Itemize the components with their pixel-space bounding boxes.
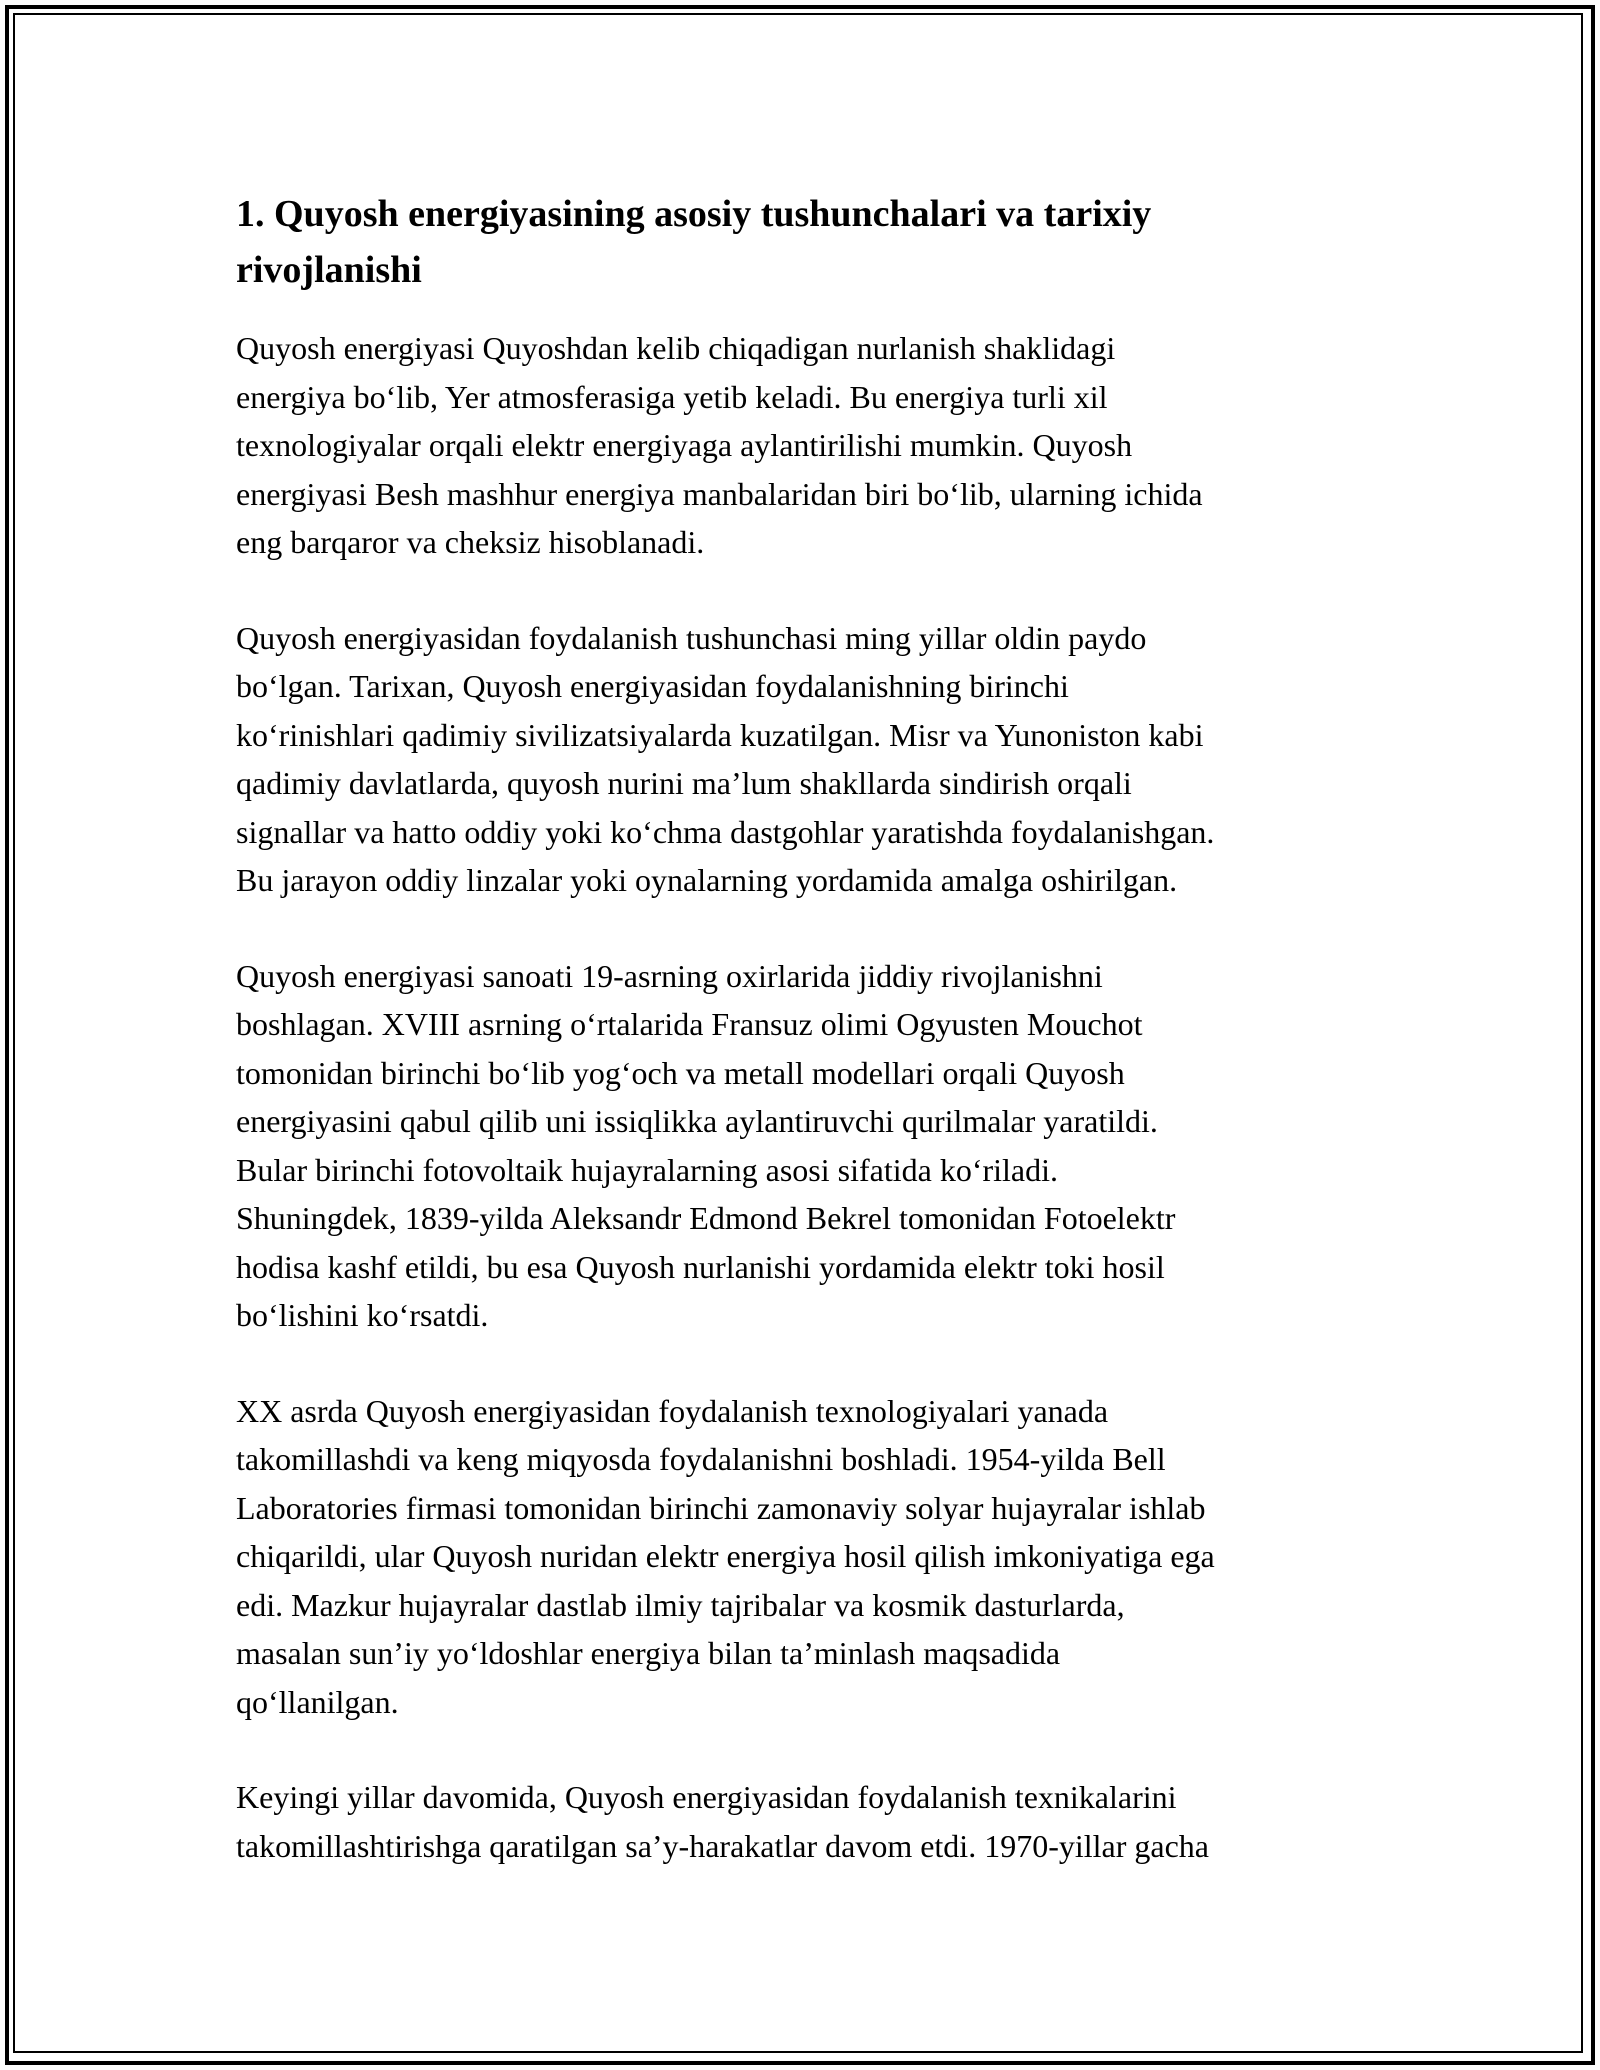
paragraph-1: Quyosh energiyasi Quyoshdan kelib chiqadigan nurlanish shaklidagi energiya boʻlib, Yer atmosferasiga yetib keladi. Bu energiya turli xil texnologiyalar orqali elektr energiyaga aylantirilishi mumkin. Quyosh energiyasi Besh mashhur energiya manbalaridan biri boʻlib, ularning ichida eng barqaror va cheksiz hisoblanadi. — [236, 330, 1203, 560]
paragraph-4: XX asrda Quyosh energiyasidan foydalanish texnologiyalari yanada takomillashdi va keng miqyosda foydalanishni boshladi. 1954-yilda Bell Laboratories firmasi tomonidan birinchi zamonaviy solyar hujayralar ishlab chiqarildi, ular Quyosh nuridan elektr energiya hosil qilish imkoniyatiga ega edi. Mazkur hujayralar dastlab ilmiy tajribalar va kosmik dasturlarda, masalan sunʼiy yoʻldoshlar energiya bilan taʼminlash maqsadida qoʻllanilgan. — [236, 1392, 1215, 1720]
document-body — [236, 186, 1366, 1917]
paragraph-2: Quyosh energiyasidan foydalanish tushunchasi ming yillar oldin paydo boʻlgan. Tarixan, Quyosh energiyasidan foydalanishning birinchi koʻrinishlari qadimiy sivilizatsiyalarda kuzatilgan. Misr va Yunoniston kabi qadimiy davlatlarda, quyosh nurini maʼlum shakllarda sindirish orqali signallar va hatto oddiy yoki koʻchma dastgohlar yaratishda foydalanishgan. Bu jarayon oddiy linzalar yoki oynalarning yordamida amalga oshirilgan. — [236, 619, 1215, 898]
paragraph-5: Keyingi yillar davomida, Quyosh energiyasidan foydalanish texnikalarini takomillashtirishga qaratilgan saʼy-harakatlar davom etdi. 1970-yillar gacha — [236, 1779, 1209, 1864]
paragraph-3: Quyosh energiyasi sanoati 19-asrning oxirlarida jiddiy rivojlanishni boshlagan. XVIII asrning oʻrtalarida Fransuz olimi Ogyusten Mouchot tomonidan birinchi boʻlib yogʻoch va metall modellari orqali Quyosh energiyasini qabul qilib uni issiqlikka aylantiruvchi qurilmalar yaratildi. Bular birinchi fotovoltaik hujayralarning asosi sifatida koʻriladi. Shuningdek, 1839-yilda Aleksandr Edmond Bekrel tomonidan Fotoelektr hodisa kashf etildi, bu esa Quyosh nurlanishi yordamida elektr toki hosil boʻlishini koʻrsatdi. — [236, 957, 1176, 1333]
section-heading: 1. Quyosh energiyasining asosiy tushunchalari va tarixiy rivojlanishi — [236, 193, 1152, 291]
